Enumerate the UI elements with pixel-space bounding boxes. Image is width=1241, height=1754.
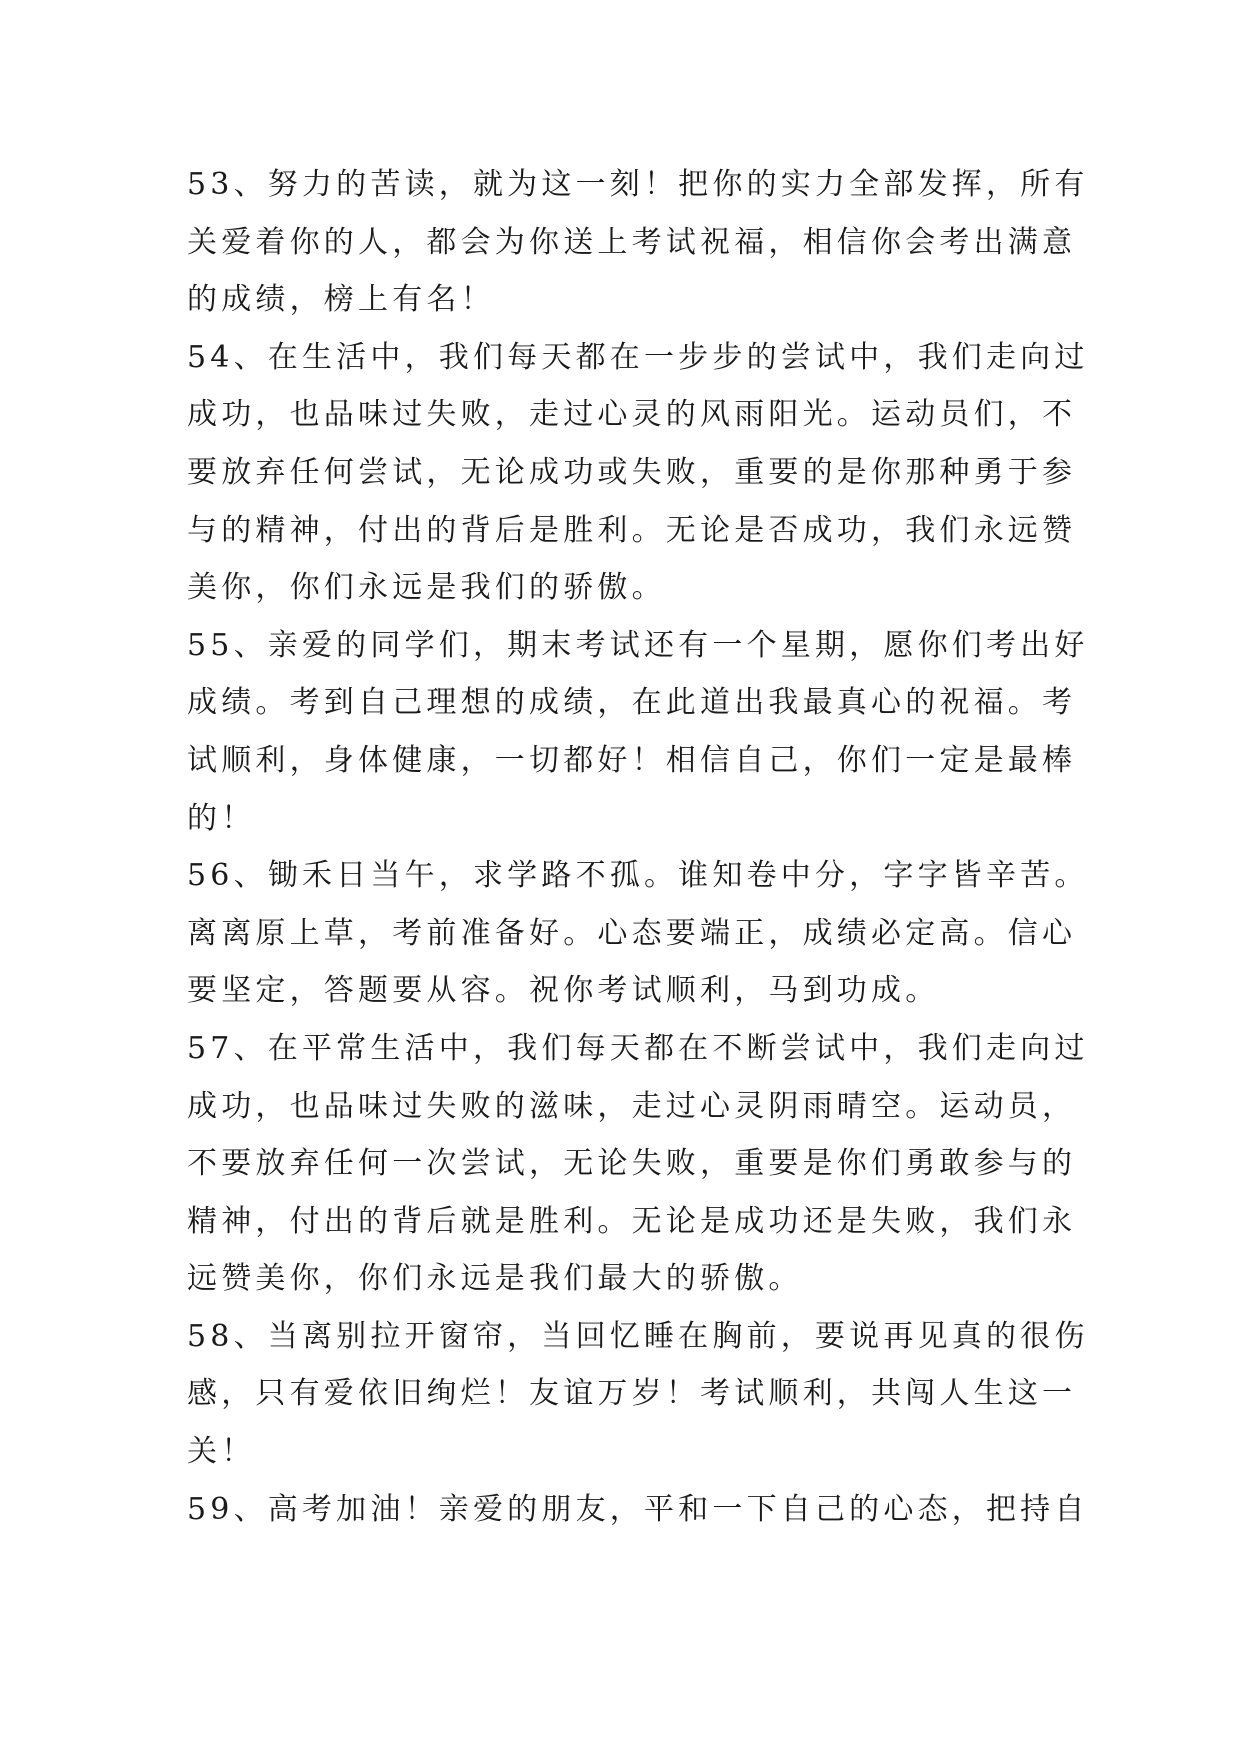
text-line: 远赞美你，你们永远是我们最大的骄傲。 [187,1261,803,1297]
text-line: 试顺利，身体健康，一切都好！相信自己，你们一定是最棒 [187,742,1077,778]
text-line: 精神，付出的背后就是胜利。无论是成功还是失败，我们永 [187,1203,1077,1239]
text-line: 关！ [187,1434,256,1470]
text-line: 59、高考加油！亲爱的朋友，平和一下自己的心态，把持自 [187,1491,1089,1527]
text-line: 54、在生活中，我们每天都在一步步的尝试中，我们走向过 [187,339,1089,375]
text-line: 与的精神，付出的背后是胜利。无论是否成功，我们永远赞 [187,512,1077,548]
text-line: 的！ [187,800,256,836]
document-body [187,156,1089,1538]
text-line: 成功，也品味过失败的滋味，走过心灵阴雨晴空。运动员， [187,1088,1077,1124]
text-line: 成功，也品味过失败，走过心灵的风雨阳光。运动员们，不 [187,397,1077,433]
text-line: 57、在平常生活中，我们每天都在不断尝试中，我们走向过 [187,1030,1089,1066]
text-line: 55、亲爱的同学们，期末考试还有一个星期，愿你们考出好 [187,627,1089,663]
text-line: 的成绩，榜上有名！ [187,282,495,318]
text-line: 56、锄禾日当午，求学路不孤。谁知卷中分，字字皆辛苦。 [187,858,1089,894]
text-line: 58、当离别拉开窗帘，当回忆睡在胸前，要说再见真的很伤 [187,1318,1089,1354]
text-line: 要放弃任何尝试，无论成功或失败，重要的是你那种勇于参 [187,454,1077,490]
text-line: 关爱着你的人，都会为你送上考试祝福，相信你会考出满意 [187,224,1077,260]
text-line: 53、努力的苦读，就为这一刻！把你的实力全部发挥，所有 [187,167,1089,202]
text-line: 美你，你们永远是我们的骄傲。 [187,570,666,606]
text-line: 感，只有爱依旧绚烂！友谊万岁！考试顺利，共闯人生这一 [187,1376,1077,1412]
text-line: 要坚定，答题要从容。祝你考试顺利，马到功成。 [187,973,940,1009]
text-line: 不要放弃任何一次尝试，无论失败，重要是你们勇敢参与的 [187,1146,1077,1182]
text-line: 成绩。考到自己理想的成绩，在此道出我最真心的祝福。考 [187,685,1077,721]
text-line: 离离原上草，考前准备好。心态要端正，成绩必定高。信心 [187,915,1077,951]
